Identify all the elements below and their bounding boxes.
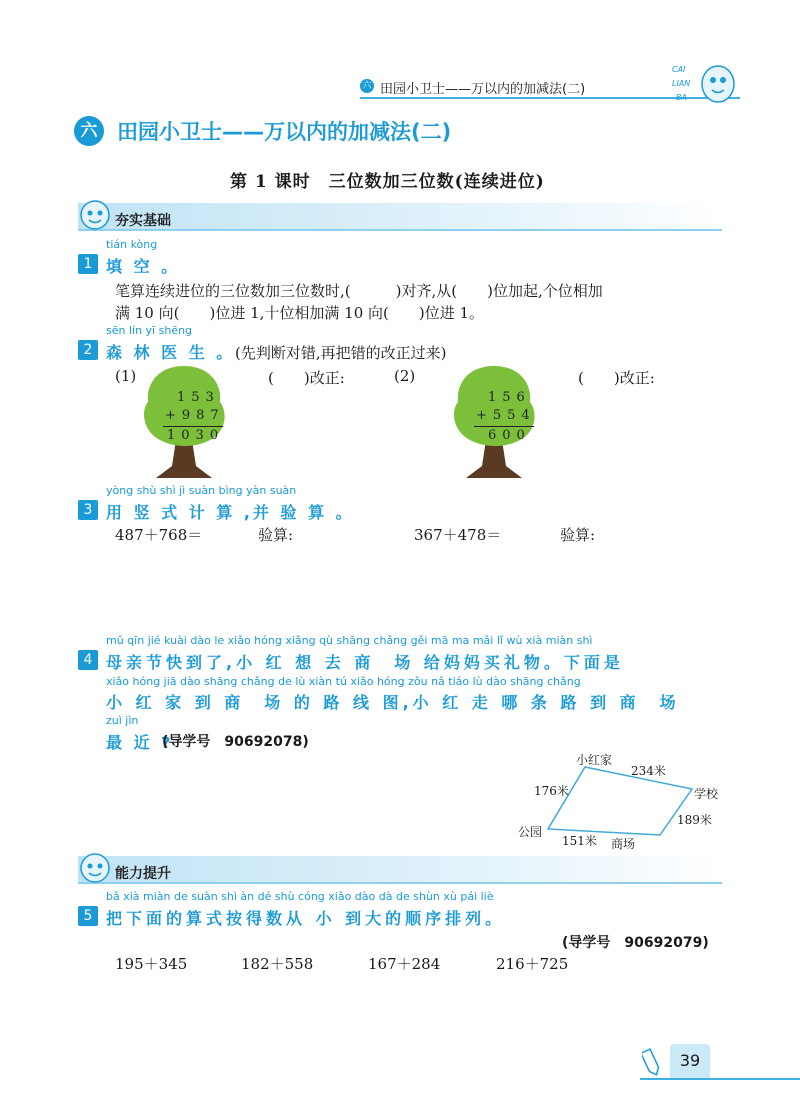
p2b-sum-line xyxy=(474,426,534,427)
p3-check2: 验算: xyxy=(560,526,596,544)
p4-line1: 母亲节快到了,小 红 想 去 商 场 给妈妈买礼物。下面是 xyxy=(106,653,624,672)
map-park-label: 公园 xyxy=(518,825,543,839)
p4-line2: 小 红 家 到 商 场 的 路 线 图,小 红 走 哪 条 路 到 商 场 xyxy=(106,693,680,712)
header-chapter-badge: 六 xyxy=(360,79,374,93)
p2a-row2: +987 xyxy=(165,408,225,423)
p1-number: 1 xyxy=(78,254,98,274)
pencil-icon xyxy=(642,1048,666,1078)
header-title: 田园小卫士——万以内的加减法(二) xyxy=(380,82,586,97)
p1-pinyin: tián kòng xyxy=(106,238,158,251)
p3-eq2: 367＋478＝ xyxy=(414,526,502,544)
p2b-judge: ( )改正: xyxy=(578,369,655,387)
p4-pinyin1: mǔ qīn jié kuài dào le xiǎo hóng xiǎng qù shāng chǎng gěi mā ma mǎi lǐ wù xià miàn shì xyxy=(106,634,593,647)
p5-guide-number: (导学号 90692079) xyxy=(562,935,709,951)
p5-expr-1: 195＋345 xyxy=(115,955,188,973)
page-number: 39 xyxy=(679,1051,701,1070)
p5-expr-4: 216＋725 xyxy=(496,955,569,973)
p1-line2: 满 10 向( )位进 1,十位相加满 10 向( )位进 1。 xyxy=(115,304,485,322)
section-basic-label: 夯实基础 xyxy=(115,213,171,229)
p5-expr-3: 167＋284 xyxy=(368,955,441,973)
p5-title: 把下面的算式按得数从 小 到大的顺序排列。 xyxy=(106,909,506,928)
section-mascot-icon xyxy=(78,198,112,232)
footer-divider xyxy=(640,1078,800,1080)
section-advanced-bar xyxy=(78,856,722,884)
p2-pinyin: sēn lín yī shēng xyxy=(106,324,193,337)
chapter-badge: 六 xyxy=(74,116,104,146)
p4-guide-number: (导学号 90692078) xyxy=(162,734,309,750)
p2b-row2: +554 xyxy=(476,408,536,423)
mascot-text-line1: CAI xyxy=(672,65,686,74)
p5-number: 5 xyxy=(78,906,98,926)
p4-number: 4 xyxy=(78,650,98,670)
section-basic-bar xyxy=(78,203,722,231)
map-school-label: 学校 xyxy=(694,787,719,801)
route-map-paths xyxy=(548,767,692,835)
p2a-row3: 1030 xyxy=(167,428,225,443)
section-advanced-label: 能力提升 xyxy=(115,866,171,882)
p3-number: 3 xyxy=(78,500,98,520)
lesson-title: 第 1 课时 三位数加三位数(连续进位) xyxy=(230,172,545,192)
p4-pinyin3: zuì jìn xyxy=(106,714,139,727)
p2a-judge: ( )改正: xyxy=(268,369,345,387)
p2-number: 2 xyxy=(78,340,98,360)
section-mascot-icon xyxy=(78,851,112,885)
p2b-row1: 156 xyxy=(488,390,531,405)
map-distance-school-mall: 189米 xyxy=(677,813,712,827)
p3-pinyin: yòng shù shì jì suàn bìng yàn suàn xyxy=(106,484,297,497)
map-mall-label: 商场 xyxy=(611,837,636,851)
mascot-text-line2: LIAN xyxy=(672,79,691,88)
map-distance-home-park: 176米 xyxy=(534,784,569,798)
p1-title: 填 空 。 xyxy=(106,257,181,276)
map-distance-park-mall: 151米 xyxy=(562,834,597,848)
map-distance-home-school: 234米 xyxy=(631,764,666,778)
p2b-row3: 600 xyxy=(488,428,531,443)
p2a-row1: 153 xyxy=(177,390,220,405)
p2b-label: (2) xyxy=(394,367,416,385)
map-home-label: 小红家 xyxy=(576,753,613,767)
p2-note: (先判断对错,再把错的改正过来) xyxy=(235,344,447,362)
p3-eq1: 487＋768＝ xyxy=(115,526,203,544)
p1-line1: 笔算连续进位的三位数加三位数时,( )对齐,从( )位加起,个位相加 xyxy=(115,282,603,300)
mascot-logo-icon xyxy=(668,56,738,112)
chapter-title: 田园小卫士——万以内的加减法(二) xyxy=(117,120,452,144)
p3-title: 用 竖 式 计 算 ,并 验 算 。 xyxy=(106,503,355,522)
p2a-sum-line xyxy=(163,426,223,427)
p2a-label: (1) xyxy=(115,367,137,385)
p4-line3: 最 近 ? xyxy=(106,733,174,752)
mascot-text-line3: BA xyxy=(676,93,687,102)
p5-expr-2: 182＋558 xyxy=(241,955,314,973)
p4-pinyin2: xiǎo hóng jiā dào shāng chǎng de lù xiàn tú xiǎo hóng zǒu nǎ tiáo lù dào shāng chǎng xyxy=(106,675,581,688)
p2-title: 森 林 医 生 。 xyxy=(106,343,236,362)
p3-check1: 验算: xyxy=(258,526,294,544)
p5-pinyin: bǎ xià miàn de suàn shì àn dé shù cóng xiǎo dào dà de shùn xù pái liè xyxy=(106,890,494,903)
